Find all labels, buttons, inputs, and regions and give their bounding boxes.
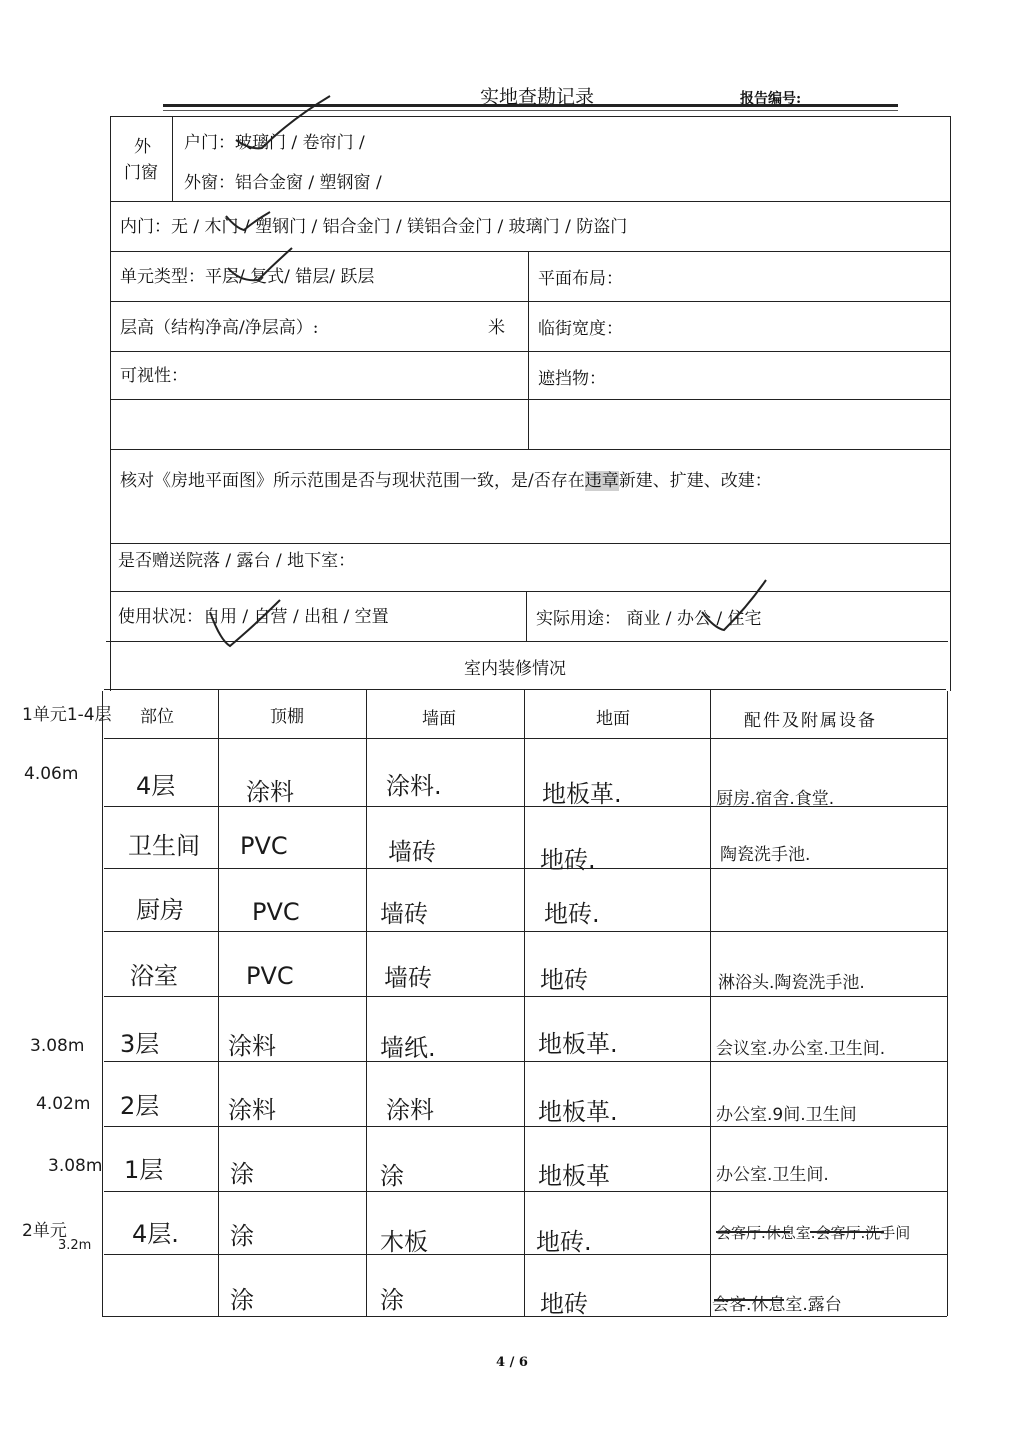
cell-wall: 木板 [380, 1228, 428, 1256]
frame-left-upper [110, 116, 111, 691]
row-line [110, 201, 950, 202]
margin-note-unit1: 1单元1-4层 [22, 705, 112, 725]
cell-location: 卫生间 [128, 832, 200, 860]
table-line [104, 996, 947, 997]
outer-door-options: 户门：玻璃门 / 卷帘门 / [184, 133, 365, 153]
table-line [104, 931, 947, 932]
table-col-line [366, 689, 367, 1316]
cell-location: 浴室 [130, 962, 178, 990]
cell-ceiling: 涂料 [246, 778, 294, 806]
cell-location: 1层 [124, 1156, 164, 1184]
row-line [104, 689, 946, 690]
cell-floor: 地板革 [538, 1162, 610, 1190]
cell-wall: 墙砖 [388, 838, 436, 866]
row-line [110, 543, 950, 544]
visibility-label: 可视性： [120, 366, 188, 386]
col-line [172, 116, 173, 201]
outer-window-options: 外窗：铝合金窗 / 塑钢窗 / [184, 173, 382, 193]
header-floor: 地面 [596, 709, 630, 729]
cell-fittings: 厨房.宿舍.食堂. [716, 789, 835, 809]
cell-ceiling: 涂料 [228, 1096, 276, 1124]
cell-ceiling: PVC [246, 962, 294, 990]
cell-wall: 涂料. [386, 772, 442, 800]
cell-fittings: 会客厅.休息室.会客厅.洗手间 [716, 1224, 911, 1242]
margin-note-height-3: 3.08m [30, 1036, 85, 1056]
cell-fittings: 办公室.卫生间. [716, 1165, 829, 1185]
cell-ceiling: 涂 [230, 1160, 254, 1188]
cell-wall: 涂 [380, 1286, 404, 1314]
margin-note-height-4: 4.06m [24, 764, 79, 784]
cell-ceiling: PVC [252, 898, 300, 926]
cell-location: 4层 [136, 772, 176, 800]
cell-wall: 涂料 [386, 1096, 434, 1124]
obstruction-label: 遮挡物： [538, 369, 606, 389]
cell-ceiling: 涂料 [228, 1032, 276, 1060]
cell-wall: 墙纸. [380, 1034, 436, 1062]
margin-note-unit2-height: 3.2m [58, 1238, 92, 1253]
page-title: 实地查勘记录 [480, 86, 595, 108]
row-line [110, 251, 950, 252]
row-line [110, 301, 950, 302]
table-col-line [218, 689, 219, 1316]
cell-fittings: 会议室.办公室.卫生间. [716, 1039, 886, 1059]
outer-door-window-label-2: 门窗 [124, 163, 158, 183]
header-rule-thin [163, 110, 898, 111]
row-line [110, 449, 950, 450]
actual-use-options: 实际用途： 商业 / 办公 / 住宅 [536, 609, 762, 629]
cell-ceiling: 涂 [230, 1286, 254, 1314]
frame-right-lower [947, 691, 948, 1316]
table-line [104, 1061, 947, 1062]
decoration-title: 室内装修情况 [464, 659, 566, 679]
frame-right-upper [950, 116, 951, 691]
row-line [110, 351, 950, 352]
col-line [528, 251, 529, 449]
page-number: 4 / 6 [496, 1355, 528, 1370]
table-line [104, 1126, 947, 1127]
cell-floor: 地板革. [538, 1098, 618, 1126]
cell-floor: 地板革. [542, 780, 622, 808]
table-line [104, 1254, 947, 1255]
cell-fittings: 陶瓷洗手池. [720, 845, 811, 865]
report-number-label: 报告编号: [740, 91, 802, 107]
cell-floor: 地板革. [538, 1030, 618, 1058]
table-col-line [710, 689, 711, 1316]
table-line [104, 868, 947, 869]
inner-door-options: 内门：无 / 木门 / 塑钢门 / 铝合金门 / 镁铝合金门 / 玻璃门 / 防盗门 [120, 217, 628, 237]
cell-fittings: 会客.休息室.露台 [712, 1295, 842, 1315]
frame-top [110, 116, 950, 117]
cell-location: 4层. [132, 1220, 179, 1248]
header-fittings: 配件及附属设备 [744, 711, 877, 731]
row-line [106, 641, 948, 642]
cell-wall: 墙砖 [384, 964, 432, 992]
row-line [110, 399, 950, 400]
cell-floor: 地砖 [540, 1290, 588, 1318]
floor-height-label: 层高（结构净高/净层高）: [120, 318, 319, 338]
cell-location: 厨房 [136, 896, 184, 924]
cell-ceiling: 涂 [230, 1222, 254, 1250]
cell-floor: 地砖. [536, 1228, 592, 1256]
unit-type-options: 单元类型：平层/ 复式/ 错层/ 跃层 [120, 267, 375, 287]
gift-options: 是否赠送院落 / 露台 / 地下室： [118, 551, 356, 571]
margin-note-unit2: 2单元 [22, 1221, 67, 1241]
table-line [104, 738, 947, 739]
cell-location: 2层 [120, 1092, 160, 1120]
cell-fittings: 淋浴头.陶瓷洗手池. [718, 973, 865, 993]
frame-bottom [102, 1316, 947, 1317]
header-rule [163, 104, 898, 107]
floor-height-unit: 米 [488, 318, 505, 338]
floor-plan-label: 平面布局： [538, 269, 623, 289]
cell-wall: 涂 [380, 1162, 404, 1190]
cell-floor: 地砖. [544, 900, 600, 928]
usage-status-options: 使用状况：自用 / 自营 / 出租 / 空置 [118, 607, 389, 627]
margin-note-height-2: 4.02m [36, 1094, 91, 1114]
frame-left-lower [102, 691, 103, 1316]
row-line [110, 591, 950, 592]
verify-floor-plan-text: 核对《房地平面图》所示范围是否与现状范围一致，是/否存在违章新建、扩建、改建： [120, 471, 772, 491]
highlighted-word: 违章 [584, 471, 619, 491]
cell-fittings: 办公室.9间.卫生间 [716, 1105, 857, 1125]
header-ceiling: 顶棚 [270, 707, 304, 727]
table-line [104, 1191, 947, 1192]
cell-ceiling: PVC [240, 832, 288, 860]
street-width-label: 临街宽度： [538, 319, 623, 339]
cell-floor: 地砖 [540, 966, 588, 994]
table-col-line [524, 689, 525, 1316]
header-wall: 墙面 [422, 709, 456, 729]
cell-floor: 地砖. [540, 846, 596, 874]
cell-location: 3层 [120, 1030, 160, 1058]
cell-wall: 墙砖 [380, 900, 428, 928]
col-line [526, 591, 527, 641]
margin-note-height-1: 3.08m [48, 1156, 103, 1176]
outer-door-window-label-1: 外 [134, 137, 151, 157]
header-location: 部位 [140, 707, 174, 727]
